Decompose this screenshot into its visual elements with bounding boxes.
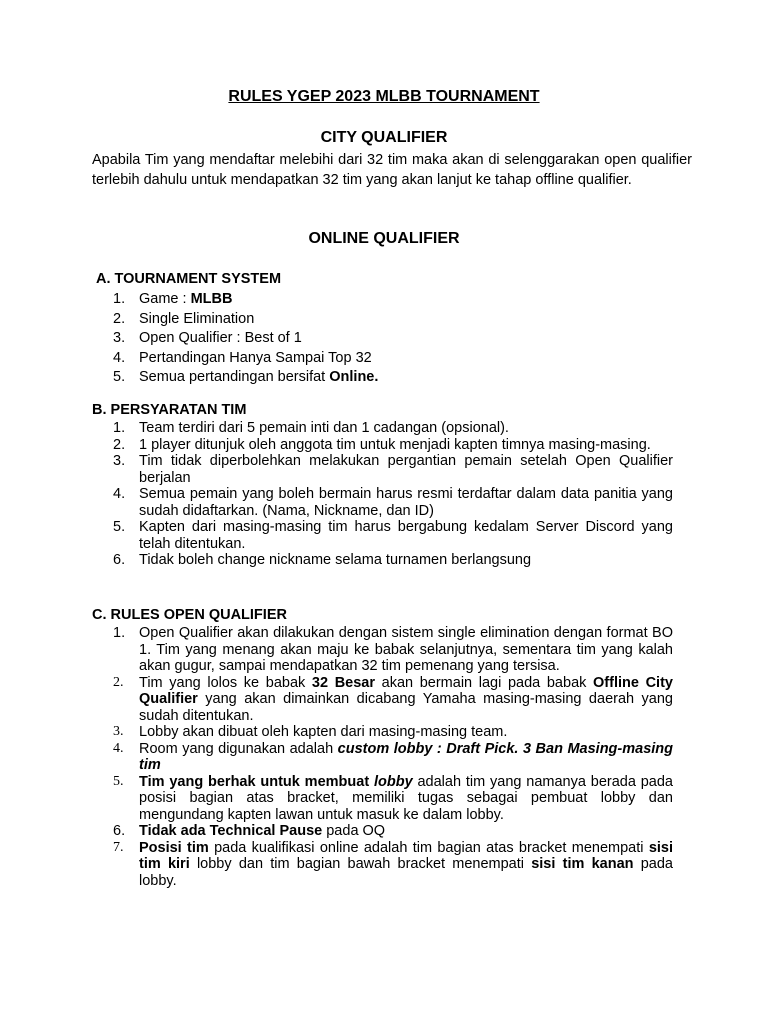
section-a-list	[113, 290, 673, 388]
list-item: 6. Tidak ada Technical Pause pada OQ	[113, 823, 386, 839]
list-item: 5. Kapten dari masing-masing tim harus bergabung kedalam Server Discord yang telah ditentukan.	[113, 519, 673, 552]
list-item: 3. Tim tidak diperbolehkan melakukan pergantian pemain setelah Open Qualifier berjalan	[113, 453, 673, 486]
list-item: 3. Lobby akan dibuat oleh kapten dari masing-masing team.	[113, 724, 508, 740]
document-title: RULES YGEP 2023 MLBB TOURNAMENT	[228, 88, 540, 105]
online-qualifier-heading: ONLINE QUALIFIER	[308, 230, 460, 247]
list-item: 7. Posisi tim pada kualifikasi online adalah tim bagian atas bracket menempati sisi tim kiri lobby dan tim bagian bawah bracket menempati sisi tim kanan pada lobby.	[113, 839, 673, 889]
list-item: 2. Single Elimination	[113, 310, 255, 327]
list-item: 4. Semua pemain yang boleh bermain harus resmi terdaftar dalam data panitia yang sudah didaftarkan. (Nama, Nickname, dan ID)	[113, 486, 673, 519]
section-c-heading: C. RULES OPEN QUALIFIER	[92, 607, 287, 623]
list-item: 4. Room yang digunakan adalah custom lobby : Draft Pick. 3 Ban Masing-masing tim	[113, 740, 674, 773]
city-qualifier-heading: CITY QUALIFIER	[320, 129, 448, 146]
list-item: 2. 1 player ditunjuk oleh anggota tim untuk menjadi kapten timnya masing-masing.	[113, 436, 651, 453]
list-item: 3. Open Qualifier : Best of 1	[113, 330, 302, 346]
list-item: 5. Tim yang berhak untuk membuat lobby adalah tim yang namanya berada pada posisi bagian atas bracket, memiliki tugas sebagai pembuat lobby dan mengundang kapten lawan untuk masuk ke dalam lobby.	[113, 773, 673, 823]
section-b-heading: B. PERSYARATAN TIM	[92, 402, 247, 418]
list-item: 4. Pertandingan Hanya Sampai Top 32	[113, 349, 372, 366]
list-item: 1. Team terdiri dari 5 pemain inti dan 1 cadangan (opsional).	[113, 420, 509, 436]
intro-paragraph: Apabila Tim yang mendaftar melebihi dari 32 tim maka akan di selenggarakan open qualifier terlebih dahulu untuk mendapatkan 32 tim yang akan lanjut ke tahap offline qualifier.	[92, 152, 692, 188]
list-item: 5. Semua pertandingan bersifat Online.	[113, 369, 379, 385]
list-item: 1. Game : MLBB	[113, 291, 233, 307]
list-item: 1. Open Qualifier akan dilakukan dengan sistem single elimination dengan format BO 1. Tim yang menang akan maju ke babak selanjutnya, sementara tim yang kalah akan gugur, sampai mendapatkan 32 tim pemenang yang tersisa.	[113, 625, 673, 674]
section-a-heading: A. TOURNAMENT SYSTEM	[96, 271, 282, 287]
list-item: 6. Tidak boleh change nickname selama turnamen berlangsung	[113, 552, 532, 568]
section-c-list	[113, 625, 673, 889]
section-b-list	[113, 420, 673, 569]
list-item: 2. Tim yang lolos ke babak 32 Besar akan bermain lagi pada babak Offline City Qualifier yang akan dimainkan dicabang Yamaha masing-masing daerah yang sudah ditentukan.	[113, 674, 673, 724]
